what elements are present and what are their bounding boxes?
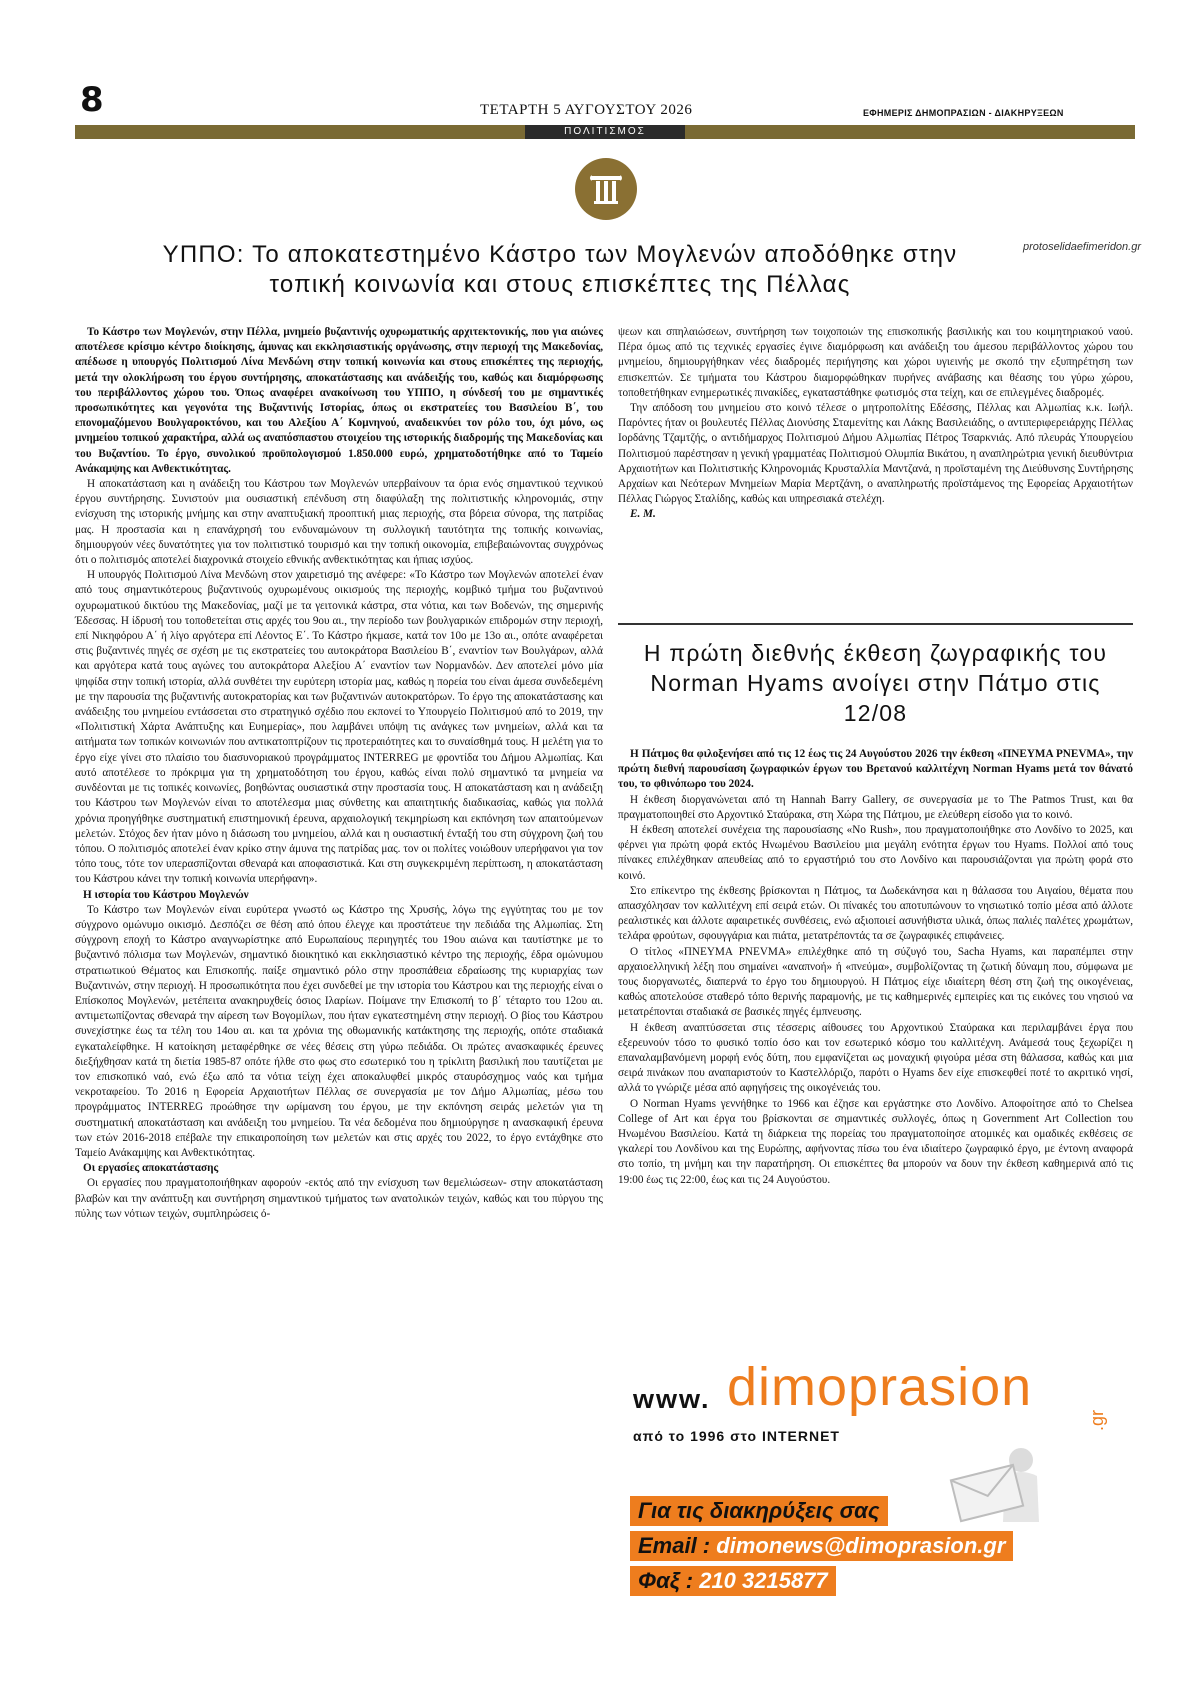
envelope-icon [935, 1442, 1055, 1532]
ad-email-label: Email : [638, 1533, 711, 1558]
ad-fax [630, 1566, 836, 1596]
column-icon [575, 158, 637, 220]
article1-headline: ΥΠΠΟ: Το αποκατεστημένο Κάστρο των Μογλενών αποδόθηκε στην τοπική κοινωνία και στους επισκέπτες της Πέλλας [162, 241, 958, 298]
article2-headline: Η πρώτη διεθνής έκθεση ζωγραφικής του Norman Hyams ανοίγει στην Πάτμο στις 12/08 [643, 640, 1108, 726]
article2-paragraph: Η έκθεση αναπτύσσεται στις τέσσερις αίθουσες του Αρχοντικού Σταύρακα και περιλαμβάνει έργα που εξερευνούν τόσο το φυσικό τοπίο όσο και τον εσωτερικό κόσμο του καλλιτέχνη. Ανάμεσά τους ξεχωρίζει η επαναλαμβανόμενη μορφή ενός δύτη, που εμφανίζεται ως μοναχική φιγούρα μέσα στη θάλασσα, καθώς και μια σειρά πινάκων που αναπαριστούν το Καστελλόριζο, παρότι ο Hyams δεν είχε επισκεφθεί ποτέ το ακριτικό νησί, αλλά το γνώριζε μέσα από αφηγήσεις της οικογένειάς του. [618, 1021, 1133, 1095]
ad-line-tenders: Για τις διακηρύξεις σας [630, 1496, 888, 1526]
ad-brand: dimoprasion [727, 1357, 1033, 1417]
article1-author: Ε. Μ. [630, 508, 656, 521]
article2-paragraph: Η έκθεση διοργανώνεται από τη Hannah Barry Gallery, σε συνεργασία με το The Patmos Trust, και θα πραγματοποιηθεί στο Αρχοντικό Σταύρακα, στη Χώρα της Πάτμου, με ελεύθερη είσοδο για το κοινό. [618, 793, 1133, 821]
ad-www: www. [633, 1384, 711, 1414]
watermark: protoselidaefimeridon.gr [1023, 241, 1142, 253]
ad-tld: .gr [1087, 1409, 1108, 1432]
article1-subhead: Οι εργασίες αποκατάστασης [83, 1162, 219, 1175]
article-divider [618, 623, 1133, 625]
ad-email[interactable] [630, 1531, 1013, 1561]
article1-paragraph: Η υπουργός Πολιτισμού Λίνα Μενδώνη στον χαιρετισμό της ανέφερε: «Το Κάστρο των Μογλενών αποτελεί έναν από τους σημαντικότερους βυζαντινούς οχυρωμένους οικισμούς της περιοχής, κομβικό τμήμα του βυζαντινού οχυρωματικού δικτύου της Μακεδονίας, μαζί με τα γειτονικά κάστρα, στα νότια, και των Βοδενών, της σημερινής Έδεσσας. Η ίδρυσή του τοποθετείται στις αρχές του 9ου αι., την περίοδο των βουλγαρικών επιδρομών στην περιοχή, επί Νικηφόρου Α΄ ή λίγο αργότερα επί Λέοντος Ε΄. Το Κάστρο ήκμασε, κατά τον 10ο με 13ο αι., οπότε αναφέρεται στις βυζαντινές πηγές σε σχέση με τις εκστρατείες του αυτοκράτορα Βασιλείου Β΄, εναντίον των Βουλγάρων, αλλά και αργότερα κατά τους αγώνες του αυτοκράτορα Αλεξίου Α΄ εναντίον των Νορμανδών. Δεν αποτελεί μόνο μία ψηφίδα στην τοπική ιστορία, αλλά συνθέτει την ευρύτερη ιστορία μας, καθώς η πορεία του είναι άμεσα συνδεδεμένη με την παρουσία της βυζαντινής αυτοκρατορίας και των βυζαντινών αυτοκρατόρων. Το έργο της αποκατάστασης και ανάδειξης του μνημείου εντάσσεται στο στρατηγικό σχέδιο που εκπονεί το Υπουργείο Πολιτισμού από το 2019, την «Πολιτιστική Χάρτα Ανάπτυξης και Ευημερίας», που λαμβάνει υπόψη τις ανάγκες των μνημείων, αλλά και τα αιτήματα των τοπικών κοινωνιών που αντικατοπτρίζουν τις προτεραιότητες και το συναίσθημά τους. Η μελέτη για το έργο είχε γίνει στο πλαίσιο του διασυνοριακού προγράμματος INTERREG με φροντίδα του Δήμου Αλμωπίας. Και αυτό αποτέλεσε το πρόκριμα για τη χρηματοδότηση του έργου, καθώς είναι πολύ σημαντικό τα μνημεία να συνδέονται με τις τοπικές κοινωνίες, βοηθώντας ουσιαστικά στην προστασία τους. Η αποκατάσταση και η ανάδειξη του Κάστρου των Μογλενών είναι το αποτέλεσμα μιας σύνθετης και απαιτητικής διαδικασίας, καθώς για πολλά χρόνια προηγήθηκε συστηματική επιστημονική έρευνα, αρχαιολογική τεκμηρίωση και εκπόνηση των απαιτούμενων μελετών. Στόχος δεν ήταν μόνο η διάσωση του μνημείου, αλλά και η ουσιαστική ένταξή του στη σύγχρονη ζωή του τόπου. Ο πολιτισμός αποτελεί έναν κρίκο στην άμυνα της πατρίδας μας. τον οι πολίτες νοιώθουν υπερήφανοι για τον τόπο τους, τότε τον υπερασπίζονται σθεναρά και αποφασιστικά. Και στη συγκεκριμένη περίπτωση, η αποκατάσταση του Κάστρου κάνει την τοπική κοινωνία υπερήφανη». [75, 569, 603, 886]
ad-fax-label: Φαξ : [638, 1568, 694, 1593]
article2-paragraph: Ο τίτλος «ΠΝΕΥΜΑ PNEVMA» επιλέχθηκε από τη σύζυγό του, Sacha Hyams, και παραπέμπει στην αρχαιοελληνική λέξη που σημαίνει «αναπνοή» ή «πνεύμα», συμβολίζοντας τη ζωτική δύναμη που, σύμφωνα με τους διοργανωτές, διαπερνά το έργο του δημιουργού. Η Πάτμος είχε ιδιαίτερη θέση στη ζωή της οικογένειας, καθώς αποτελούσε σταθερό τόπο θερινής παραμονής, με τις καθημερινές εμπειρίες και τις εικόνες του νησιού να μετατρέπονται σταδιακά σε βασικές πηγές έμπνευσης. [618, 945, 1133, 1019]
article2-paragraph: Η έκθεση αποτελεί συνέχεια της παρουσίασης «No Rush», που πραγματοποιήθηκε στο Λονδίνο το 2025, και φέρνει για πρώτη φορά εκτός Ηνωμένου Βασιλείου μια μεγάλη ενότητα έργων του Hyams. Πολλοί από τους πίνακες επιλέχθηκαν απευθείας από το εργαστήριό του στο Λονδίνο και παρουσιάζονται για πρώτη φορά στο κοινό. [618, 824, 1133, 882]
dimoprasion-advertisement[interactable] [625, 1357, 1125, 1593]
article1-paragraph: Η αποκατάσταση και η ανάδειξη του Κάστρου των Μογλενών υπερβαίνουν τα όρια ενός σημαντικού τεχνικού έργου συντήρησης. Συνιστούν μια ουσιαστική επένδυση στη διαφύλαξη της πολιτιστικής κληρονομιάς, στην ενίσχυση της ιστορικής μνήμης και στην αναπτυξιακή προοπτική μιας περιοχής, στα βόρεια σύνορα, της πατρίδας μας. Η προστασία και η επανάχρησή του ενδυναμώνουν τη συλλογική ταυτότητα της τοπικής κοινωνίας, δημιουργούν νέες δυνατότητες για τον πολιτιστικό τουρισμό και την τοπική οικονομία, επιβεβαιώνοντας συγχρόνως ότι ο πολιτισμός αποτελεί διαχρονικά στοιχείο εθνικής ανθεκτικότητας και ήπιας ισχύος. [75, 478, 603, 567]
article1-lead: Το Κάστρο των Μογλενών, στην Πέλλα, μνημείο βυζαντινής οχυρωματικής αρχιτεκτονικής, που για αιώνες αποτέλεσε κρίσιμο κέντρο διοίκησης, άμυνας και εκκλησιαστικής οργάνωσης, στην περιοχή της Μακεδονίας, απέδωσε η υπουργός Πολιτισμού Λίνα Μενδώνη στην τοπική κοινωνία και στους επισκέπτες της περιοχής, μετά την ολοκλήρωση του έργου συντήρησης, αποκατάστασης και ανάδειξής του, καθώς και διαμόρφωσης του περιβάλλοντος χώρου του. Όπως αναφέρει ανακοίνωση του ΥΠΠΟ, η σύνδεσή του με σημαντικές προσωπικότητες και γεγονότα της Βυζαντινής Ιστορίας, όπως οι εκστρατείες του Βασιλείου Β΄, του επονομαζόμενου Βουλγαροκτόνου, και του Αλεξίου Α΄ Κομνηνού, αναδεικνύει τον ρόλο του, όχι μόνο, ως μνημείου τοπικού χαρακτήρα, αλλά ως αναπόσπαστου στοιχείου της ιστορικής διαδρομής της Μακεδονίας και του Βυζαντίου. Το έργο, συνολικού προϋπολογισμού 1.850.000 ευρώ, χρηματοδοτήθηκε από το Ταμείο Ανάκαμψης και Ανθεκτικότητας. [75, 326, 603, 475]
section-label: ΠΟΛΙΤΙΣΜΟΣ [525, 125, 685, 139]
article2-paragraph: Ο Norman Hyams γεννήθηκε το 1966 και έζησε και εργάστηκε στο Λονδίνο. Αποφοίτησε από το Chelsea College of Art και έργα του βρίσκονται σε σημαντικές συλλογές, όπως η Government Art Collection του Ηνωμένου Βασιλείου. Κατά τη διάρκεια της πορείας του πραγματοποίησε ατομικές και ομαδικές εκθέσεις σε γκαλερί του Λονδίνου και της Ευρώπης, αφήνοντας πίσω του ένα ιδιαίτερο ζωγραφικό έργο, με έντονη αναφορά στο τοπίο, τη μνήμη και την παρατήρηση. Οι επισκέπτες θα μπορούν να δουν την έκθεση καθημερινά από τις 19:00 έως τις 22:00, έως και τις 24 Αυγούστου. [618, 1097, 1133, 1186]
ad-fax-number: 210 3215877 [699, 1568, 828, 1593]
article1-paragraph: Την απόδοση του μνημείου στο κοινό τέλεσε ο μητροπολίτης Εδέσσης, Πέλλας και Αλμωπίας κ.κ. Ιωήλ. Παρόντες ήταν οι βουλευτές Πέλλας Διονύσης Σταμενίτης και Λάκης Βασιλειάδης, ο αντιπεριφερειάρχης Πέλλας Ιορδάνης Τζαμτζής, ο αντιδήμαρχος Πολιτισμού Δήμου Αλμωπίας Πέτρος Τσαρκνιάς. Από πλευράς Υπουργείου Πολιτισμού παρέστησαν η γενική γραμματέας Πολιτισμού Ολυμπία Βικάτου, η αναπληρώτρια γενική διευθύντρια Αρχαιοτήτων και Πολιτιστικής Κληρονομιάς Κρυσταλλία Μαντζανά, η προϊσταμένη της Διεύθυνσης Συντήρησης Αρχαίων και Νεότερων Μνημείων Μαρία Μερτζάνη, ο αναπληρωτής προϊστάμενος της Εφορείας Αρχαιοτήτων Πέλλας Γιώργος Σταλίδης, καθώς και υπηρεσιακά στελέχη. [618, 402, 1133, 506]
article2-paragraph: Στο επίκεντρο της έκθεσης βρίσκονται η Πάτμος, τα Δωδεκάνησα και η θάλασσα του Αιγαίου, θέματα που απασχόλησαν τον καλλιτέχνη επί σειρά ετών. Οι πίνακές του αποτυπώνουν το νησιωτικό τοπίο μέσα από άλλοτε ρεαλιστικές και άλλοτε αφαιρετικές συνθέσεις, ενώ αξιοποιεί ασυνήθιστα υλικά, όπως παλιές παλέτες χρωμάτων, τελάρα φρούτων, σφουγγάρια και πιάτα, μετατρέποντάς τα σε ζωγραφικές επιφάνειες. [618, 884, 1133, 943]
ad-tagline: από το 1996 στο INTERNET [633, 1428, 840, 1444]
article1-column-right [618, 325, 1133, 523]
article1-paragraph: ψεων και σπηλαιώσεων, συντήρηση των τοιχοποιών της επισκοπικής βασιλικής και του κοιμητηριακού ναού. Πέρα όμως από τις τεχνικές εργασίες έγινε διαμόρφωση και ανάδειξη του άμεσου περιβάλλοντος χώρου του μνημείου, δημιουργήθηκαν νέες διαδρομές περιήγησης και χώροι υγιεινής με σκοπό την εξυπηρέτηση των επισκεπτών. Σε τμήματα του Κάστρου διαμορφώθηκαν πυρήνες ανάβασης και θέασης του γύρω χώρου, τοποθετήθηκαν ενημερωτικές πινακίδες, εγκαταστάθηκε φωτισμός στα τείχη, και σε επιλεγμένες διαδρομές. [618, 326, 1133, 399]
ad-email-address[interactable]: dimonews@dimoprasion.gr [716, 1533, 1006, 1558]
article2-lead: Η Πάτμος θα φιλοξενήσει από τις 12 έως τις 24 Αυγούστου 2026 την έκθεση «ΠΝΕΥΜΑ PNEVMA», την πρώτη διεθνή παρουσίαση ζωγραφικών έργων του Βρετανού καλλιτέχνη Norman Hyams μετά τον θάνατό του, το φθινόπωρο του 2024. [618, 748, 1133, 791]
issue-date: ΤΕΤΑΡΤΗ 5 ΑΥΓΟΥΣΤΟΥ 2026 [480, 102, 693, 118]
article2-column [618, 747, 1133, 1188]
article1-paragraph: Το Κάστρο των Μογλενών είναι ευρύτερα γνωστό ως Κάστρο της Χρυσής, λόγω της εγγύτητας του με τον σύγχρονο ομώνυμο οικισμό. Δεσπόζει σε θέση από όπου έλεγχε και προστάτευε την πεδιάδα της Αλμωπίας. Στη σύγχρονη εποχή το Κάστρο αναγνωρίστηκε από Ευρωπαίους περιηγητές του 19ου αιώνα και ταυτίστηκε με το βυζαντινό πόλισμα των Μογλενών, σημαντικό διοικητικό και εκκλησιαστικό κέντρο της περιοχής, έδρα ομώνυμου στρατιωτικού Θέματος και Επισκοπής. παίξε σημαντικό ρόλο στην προσπάθεια εδραίωσης της κυριαρχίας των Βυζαντινών, στην περιοχή. Η προσωπικότητα που έχει συνδεθεί με την ιστορία του Κάστρου και της περιοχής είναι ο Επίσκοπος Μογλενών, μετέπειτα ανακηρυχθείς όσιος Ιλαρίων. Ποίμανε την Επισκοπή το β΄ τέταρτο του 12ου αι. αντιμετωπίζοντας σθεναρά την αίρεση των Βογομίλων, που ήταν εγκατεστημένη στην περιοχή. Ο βίος του Κάστρου συνεχίστηκε έως τα τέλη του 14ου αι. και τα χρόνια της οθωμανικής κατάκτησης της περιοχής, οπότε σταδιακά εγκαταλείφθηκε. Η κατοίκηση μεταφέρθηκε σε νέες θέσεις στη γύρω πεδιάδα. Οι πρώτες ανασκαφικές έρευνες διεξήχθησαν κατά τη διετία 1985-87 οπότε ήλθε στο φως στο εσωτερικό του η τρίκλιτη βασιλική που ταυτίζεται με τον επισκοπικό ναό, ενώ έξω από τα νότια τείχη έχει αποκαλυφθεί μικρός σταυρόσχημος ναός και τμήμα νεκροταφείου. Το 2016 η Εφορεία Αρχαιοτήτων Πέλλας σε συνεργασία με τον Δήμο Αλμωπίας, μέσω του προγράμματος INTERREG προώθησε την ωρίμανση του έργου, με την εκπόνηση σειράς μελετών για τη συστηματική αποκατάσταση και ανάδειξη του μνημείου. Τα νέα δεδομένα που δημιούργησε η ανασκαφική έρευνα των ετών 2016-2018 επέβαλε την επικαιροποίηση των μελετών και στις αρχές του 2022, το έργο εντάχθηκε στο Ταμείο Ανάκαμψης και Ανθεκτικότητας. [75, 903, 603, 1159]
article1-paragraph: Οι εργασίες που πραγματοποιήθηκαν αφορούν -εκτός από την ενίσχυση των θεμελιώσεων- στην αποκατάσταση βλαβών και την ανάπτυξη και συντήρηση σημαντικού τμήματος των ανατολικών τειχών, καθώς και του πύργου της πύλης των νότιων τειχών, συμπληρώσεις ό- [75, 1177, 603, 1220]
article1-subhead: Η ιστορία του Κάστρου Μογλενών [83, 888, 249, 901]
article1-column-left [75, 325, 603, 1222]
masthead: ΕΦΗΜΕΡΙΣ ΔΗΜΟΠΡΑΣΙΩΝ - ΔΙΑΚΗΡΥΞΕΩΝ [863, 108, 1064, 118]
page-number: 8 [80, 80, 104, 120]
